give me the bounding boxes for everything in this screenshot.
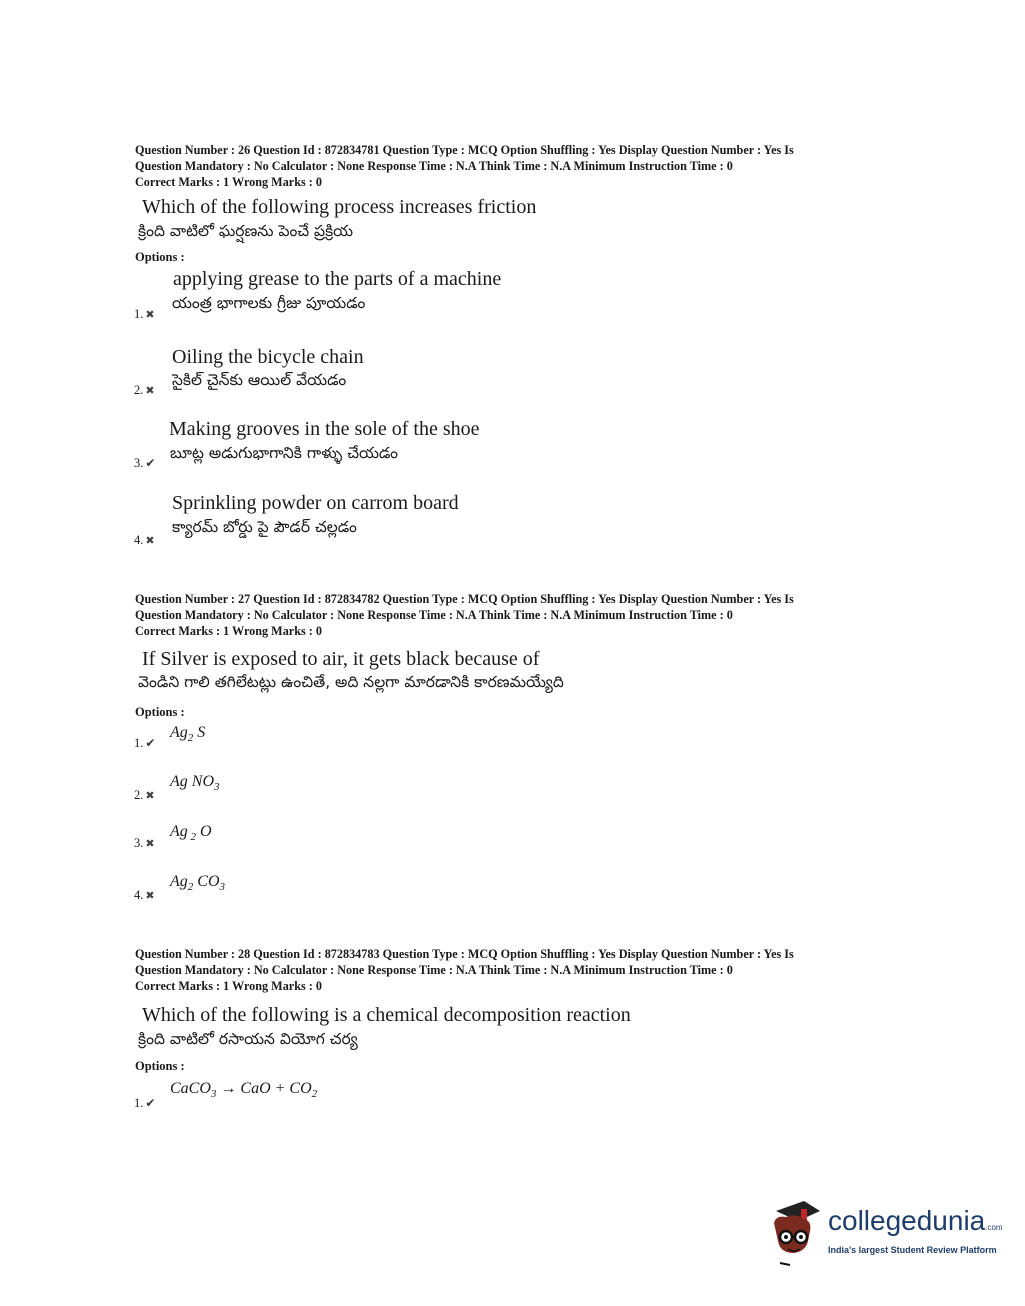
meta-line: Question Mandatory : No Calculator : None Response Time : N.A Think Time : N.A Minimum Instruction Time : 0 [135, 963, 733, 977]
wrong-mark-icon: ✖ [145, 385, 155, 397]
option-formula [170, 724, 205, 744]
options-label: Options : [135, 1059, 185, 1073]
options-label: Options : [135, 705, 185, 719]
meta-line: Question Number : 27 Question Id : 872834782 Question Type : MCQ Option Shuffling : Yes Display Question Number : Yes Is [135, 592, 794, 606]
formula-part: CaCO [170, 1080, 211, 1097]
option-number: 4. [134, 888, 144, 902]
formula-part: Ag [170, 873, 188, 890]
formula-part: O [196, 823, 212, 840]
logo-dotcom: .com [985, 1223, 1003, 1232]
formula-subscript: 2 [311, 1088, 318, 1101]
mascot-icon [768, 1197, 826, 1267]
option-2[interactable] [134, 383, 155, 398]
option-4[interactable] [134, 888, 155, 903]
meta-line: Question Number : 28 Question Id : 872834783 Question Type : MCQ Option Shuffling : Yes Display Question Number : Yes Is [135, 947, 794, 961]
wrong-mark-icon: ✖ [145, 309, 155, 321]
wrong-mark-icon: ✖ [145, 838, 155, 850]
correct-check-icon: ✔ [145, 736, 156, 750]
option-1[interactable] [134, 736, 155, 751]
question-27-meta [135, 591, 895, 639]
option-number: 1. [134, 307, 144, 321]
logo-name: collegedunia [828, 1205, 986, 1236]
arrow: → [216, 1080, 241, 1097]
option-text-en: Making grooves in the sole of the shoe [169, 418, 480, 440]
wrong-mark-icon: ✖ [145, 890, 155, 902]
question-28-text-te: క్రింది వాటిలో రసాయన వియోగ చర్య [138, 1030, 358, 1048]
formula-part: Ag [170, 823, 188, 840]
option-text-te: సైకిల్ చైన్‌కు ఆయిల్ వేయడం [172, 371, 347, 389]
wrong-mark-icon: ✖ [145, 790, 155, 802]
logo-wordmark [828, 1205, 1003, 1237]
option-number: 2. [134, 383, 144, 397]
formula-subscript: 3 [214, 781, 220, 794]
meta-line: Correct Marks : 1 Wrong Marks : 0 [135, 979, 322, 993]
option-2[interactable] [134, 788, 155, 803]
option-3[interactable] [134, 836, 155, 851]
wrong-mark-icon: ✖ [145, 535, 155, 547]
formula-part: CO [193, 873, 220, 890]
option-3[interactable] [134, 456, 155, 471]
question-27-text-te: వెండిని గాలి తగిలేటట్లు ఉంచితే, అది నల్లగా మారడానికి కారణమయ్యేది [138, 673, 564, 691]
option-1[interactable] [134, 1096, 155, 1111]
formula-subscript: 3 [210, 1088, 217, 1101]
correct-check-icon: ✔ [145, 456, 156, 470]
option-text-te: యంత్ర భాగాలకు గ్రీజు పూయడం [172, 294, 366, 312]
question-28-text-en: Which of the following is a chemical decomposition reaction [142, 1004, 631, 1026]
meta-line: Question Mandatory : No Calculator : None Response Time : N.A Think Time : N.A Minimum Instruction Time : 0 [135, 159, 733, 173]
option-1[interactable] [134, 307, 155, 322]
option-number: 2. [134, 788, 144, 802]
formula-part: Ag NO [170, 773, 214, 790]
option-text-en: applying grease to the parts of a machine [173, 268, 502, 290]
meta-line: Question Number : 26 Question Id : 872834781 Question Type : MCQ Option Shuffling : Yes Display Question Number : Yes Is [135, 143, 794, 157]
option-formula [170, 1080, 317, 1100]
formula-subscript: 3 [219, 881, 226, 894]
question-26-text-en: Which of the following process increases friction [142, 196, 537, 218]
question-27-text-en: If Silver is exposed to air, it gets black because of [142, 648, 540, 670]
collegedunia-logo[interactable] [768, 1197, 1003, 1267]
formula-part: CaO + CO [240, 1080, 312, 1097]
option-formula [170, 823, 212, 843]
question-28-meta [135, 946, 895, 994]
option-number: 1. [134, 736, 144, 750]
option-formula [170, 873, 225, 893]
option-text-en: Oiling the bicycle chain [172, 346, 364, 368]
option-text-en: Sprinkling powder on carrom board [172, 492, 459, 514]
logo-tagline: India's largest Student Review Platform [828, 1245, 997, 1255]
option-number: 4. [134, 533, 144, 547]
formula-subscript: 2 [187, 831, 197, 844]
question-26-text-te: క్రింది వాటిలో ఘర్షణను పెంచే ప్రక్రియ [138, 222, 354, 240]
option-number: 1. [134, 1096, 144, 1110]
formula-part: S [193, 724, 206, 741]
option-4[interactable] [134, 533, 155, 548]
meta-line: Question Mandatory : No Calculator : None Response Time : N.A Think Time : N.A Minimum Instruction Time : 0 [135, 608, 733, 622]
meta-line: Correct Marks : 1 Wrong Marks : 0 [135, 175, 322, 189]
formula-part: Ag [170, 724, 188, 741]
options-label: Options : [135, 250, 185, 264]
meta-line: Correct Marks : 1 Wrong Marks : 0 [135, 624, 322, 638]
option-number: 3. [134, 456, 144, 470]
question-26-meta [135, 142, 895, 190]
option-number: 3. [134, 836, 144, 850]
option-formula [170, 773, 220, 793]
formula-subscript: 2 [187, 881, 194, 894]
correct-check-icon: ✔ [145, 1096, 156, 1110]
option-text-te: క్యారమ్ బోర్డు పై పౌడర్ చల్లడం [172, 518, 357, 536]
formula-subscript: 2 [187, 732, 194, 745]
option-text-te: బూట్ల అడుగుభాగానికి గాళ్ళు చేయడం [170, 444, 399, 462]
